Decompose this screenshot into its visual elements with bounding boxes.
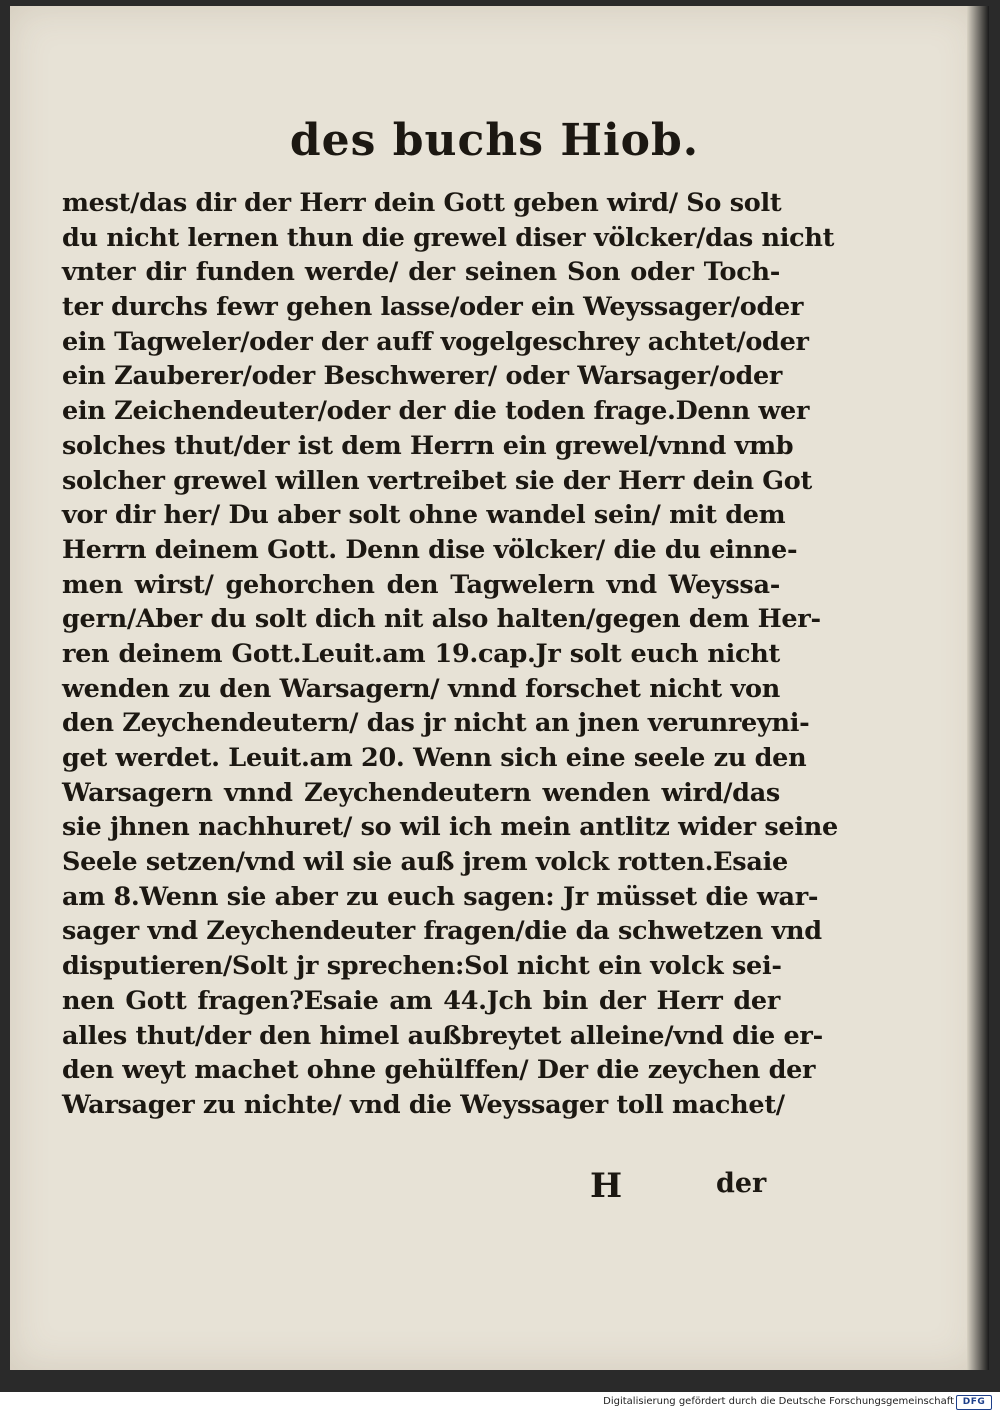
text-line: Seele setzen/vnd wil sie auß jrem volck rotten.Esaie [62, 847, 788, 878]
text-line: den Zeychendeutern/ das jr nicht an jnen verunreyni- [62, 708, 810, 739]
catchword: der [716, 1168, 767, 1199]
signature-mark: H [590, 1166, 623, 1206]
text-line: men wirst/ gehorchen den Tagwelern vnd Weyssa- [62, 569, 780, 600]
text-line: nen Gott fragen?Esaie am 44.Jch bin der Herr der [62, 985, 780, 1016]
text-line: Warsager zu nichte/ vnd die Weyssager toll machet/ [62, 1089, 785, 1120]
text-line: ein Tagweler/oder der auff vogelgeschrey achtet/oder [62, 326, 809, 357]
text-line: wenden zu den Warsagern/ vnnd forschet nicht von [62, 673, 780, 704]
text-line: ter durchs fewr gehen lasse/oder ein Weyssager/oder [62, 292, 804, 323]
text-line: ren deinem Gott.Leuit.am 19.cap.Jr solt euch nicht [62, 638, 780, 669]
body-text [62, 186, 838, 1123]
text-line: solches thut/der ist dem Herrn ein grewel/vnnd vmb [62, 430, 794, 461]
text-line: disputieren/Solt jr sprechen:Sol nicht ein volck sei- [62, 951, 782, 982]
text-line: ein Zeichendeuter/oder der die toden frage.Denn wer [62, 396, 810, 427]
text-line: sie jhnen nachhuret/ so wil ich mein antlitz wider seine [62, 812, 838, 843]
book-page [10, 6, 979, 1370]
text-line: alles thut/der den himel außbreytet alleine/vnd die er- [62, 1020, 823, 1051]
page-footer-marks [10, 1160, 979, 1210]
text-line: ein Zauberer/oder Beschwerer/ oder Warsager/oder [62, 361, 783, 392]
text-line: get werdet. Leuit.am 20. Wenn sich eine seele zu den [62, 743, 807, 773]
text-line: Warsagern vnnd Zeychendeutern wenden wird/das [62, 777, 780, 808]
dfg-logo: DFG [956, 1395, 992, 1410]
text-line: den weyt machet ohne gehülffen/ Der die zeychen der [62, 1055, 816, 1086]
text-line: sager vnd Zeychendeuter fragen/die da schwetzen vnd [62, 916, 822, 947]
text-line: solcher grewel willen vertreibet sie der Herr dein Got [62, 465, 812, 496]
text-line: am 8.Wenn sie aber zu euch sagen: Jr müsset die war- [62, 881, 819, 912]
funding-credit: Digitalisierung gefördert durch die Deutsche Forschungsgemeinschaft [603, 1396, 954, 1407]
text-line: mest/das dir der Herr dein Gott geben wird/ So solt [62, 188, 782, 218]
text-line: vnter dir funden werde/ der seinen Son oder Toch- [62, 257, 780, 288]
text-line: Herrn deinem Gott. Denn dise völcker/ die du einne- [62, 534, 798, 565]
text-line: du nicht lernen thun die grewel diser völcker/das nicht [62, 222, 835, 253]
text-line: vor dir her/ Du aber solt ohne wandel sein/ mit dem [62, 500, 786, 531]
text-line: gern/Aber du solt dich nit also halten/gegen dem Her- [62, 604, 821, 635]
credit-bar [0, 1392, 1000, 1411]
running-head: des buchs Hiob. [289, 115, 700, 166]
